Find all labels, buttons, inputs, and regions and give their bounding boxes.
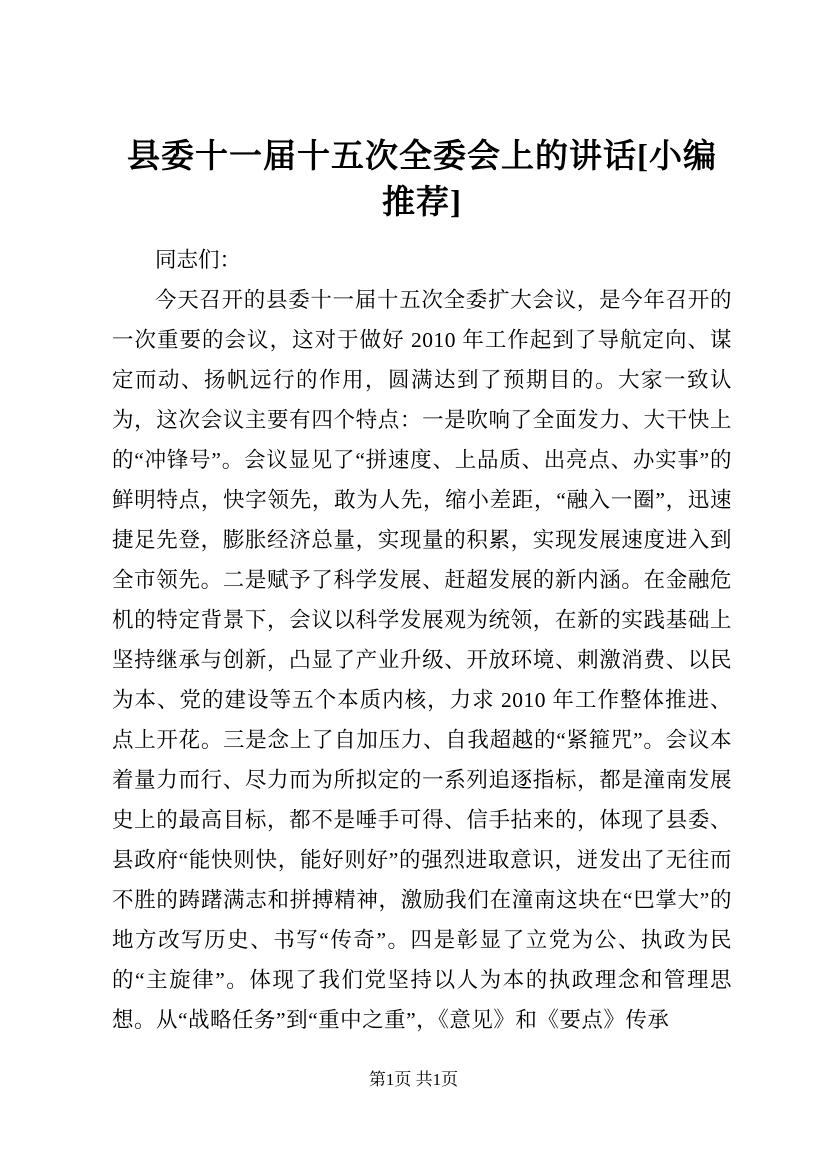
document-title: 县委十一届十五次全委会上的讲话[小编推荐] [127, 139, 717, 222]
body-paragraph: 今天召开的县委十一届十五次全委扩大会议，是今年召开的一次重要的会议，这对于做好 2010 年工作起到了导航定向、谋定而动、扬帆远行的作用，圆满达到了预期目的。大家一致认为，这次会议主要有四个特点：一是吹响了全面发力、大干快上的“冲锋号”。会议显见了“拼速度、上品质、出亮点、办实事”的鲜明特点，快字领先，敢为人先，缩小差距，“融入一圈”，迅速捷足先登，膨胀经济总量，实现量的积累，实现发展速度进入到全市领先。二是赋予了科学发展、赶超发展的新内涵。在金融危机的特定背景下，会议以科学发展观为统领，在新的实践基础上坚持继承与创新，凸显了产业升级、开放环境、刺激消费、以民为本、党的建设等五个本质内核，力求 2010 年工作整体推进、点上开花。三是念上了自加压力、自我超越的“紧箍咒”。会议本着量力而行、尽力而为所拟定的一系列追逐指标，都是潼南发展史上的最高目标，都不是唾手可得、信手拈来的，体现了县委、县政府“能快则快，能好则好”的强烈进取意识，迸发出了无往而不胜的踌躇满志和拼搏精神，激励我们在潼南这块在“巴掌大”的地方改写历史、书写“传奇”。四是彰显了立党为公、执政为民的“主旋律”。体现了我们党坚持以人为本的执政理念和管理思想。从“战略任务”到“重中之重”，《意见》和《要点》传承 [112, 288, 732, 1033]
salutation-line: 同志们： [155, 248, 242, 273]
page-number-footer: 第1页 共1页 [368, 1070, 459, 1089]
document-content [112, 134, 732, 1040]
